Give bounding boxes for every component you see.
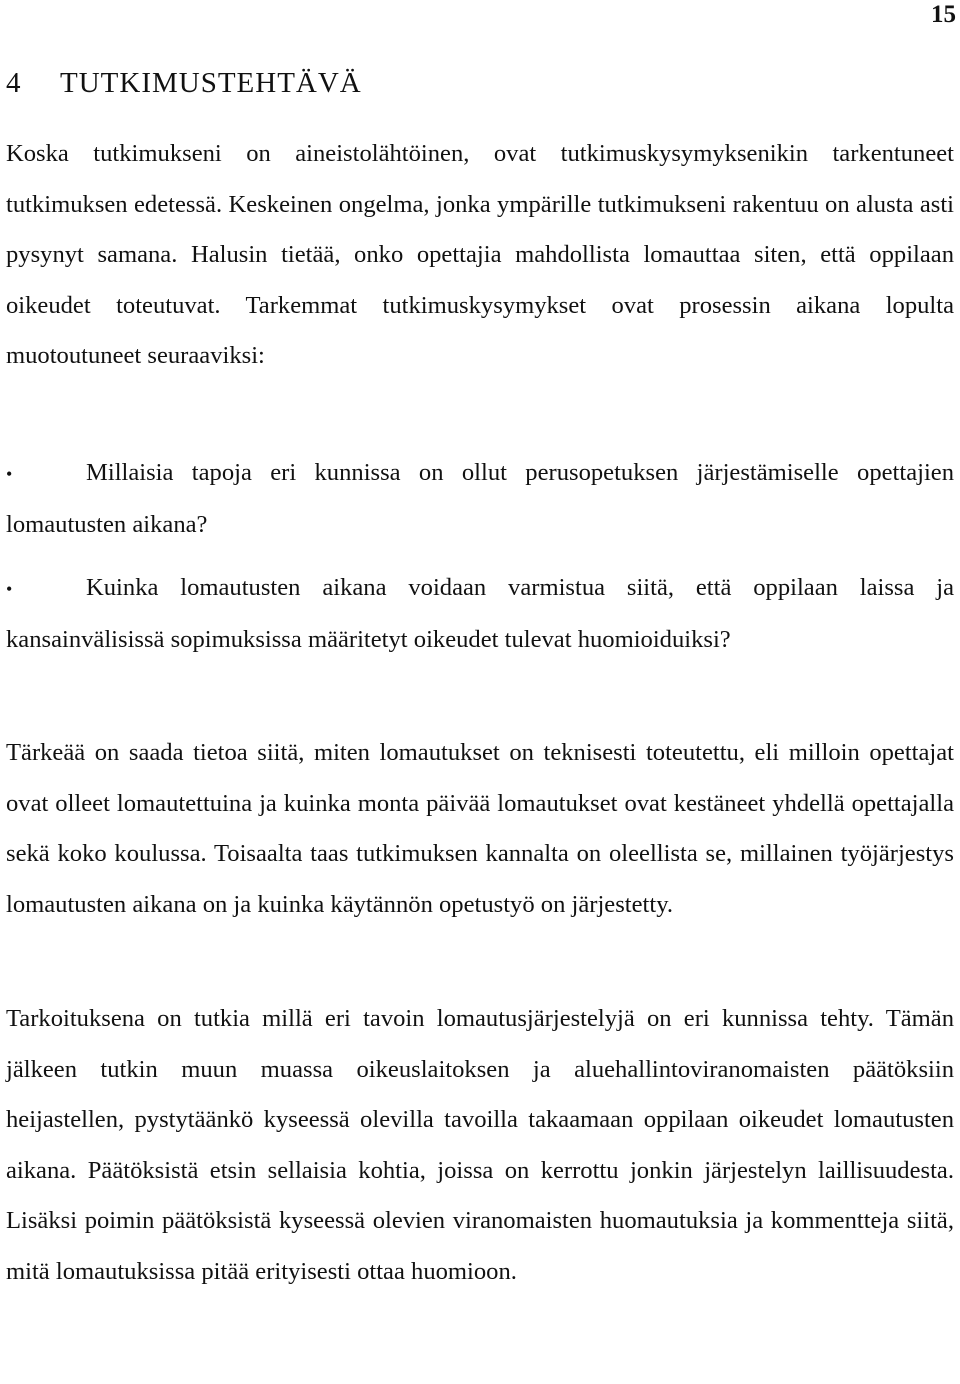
research-question-2 (6, 563, 954, 665)
research-question-text: Millaisia tapoja eri kunnissa on ollut perusopetuksen järjestämiselle opettajien lomautusten aikana? (6, 459, 954, 538)
bullet-icon: • (6, 579, 13, 599)
research-question-text: Kuinka lomautusten aikana voidaan varmistua siitä, että oppilaan laissa ja kansainvälisissä sopimuksissa määritetyt oikeudet tulevat huomioiduiksi? (6, 574, 954, 653)
research-question-1 (6, 448, 954, 550)
section-title: TUTKIMUSTEHTÄVÄ (60, 67, 362, 99)
bullet-icon: • (6, 464, 13, 484)
section-number: 4 (6, 67, 22, 99)
body-paragraph: Tarkoituksena on tutkia millä eri tavoin lomautusjärjestelyjä on eri kunnissa tehty. Tämän jälkeen tutkin muun muassa oikeuslaitoksen ja aluehallintoviranomaisten päätöksiin heijastellen, pystytäänkö kyseessä olevilla tavoilla takaamaan oppilaan oikeudet lomautusten aikana. Päätöksistä etsin sellaisia kohtia, joissa on kerrottu jonkin järjestelyn laillisuudesta. Lisäksi poimin päätöksistä kyseessä olevien viranomaisten huomautuksia ja kommentteja siitä, mitä lomautuksissa pitää erityisesti ottaa huomioon. (6, 1005, 954, 1285)
intro-paragraph: Koska tutkimukseni on aineistolähtöinen, ovat tutkimuskysymyksenikin tarkentuneet tutkimuksen edetessä. Keskeinen ongelma, jonka ympärille tutkimukseni rakentuu on alusta asti pysynyt samana. Halusin tietää, onko opettajia mahdollista lomauttaa siten, että oppilaan oikeudet toteutuvat. Tarkemmat tutkimuskysymykset ovat prosessin aikana lopulta muotoutuneet seuraaviksi: (6, 140, 954, 370)
section-heading (6, 63, 362, 103)
body-paragraph: Tärkeää on saada tietoa siitä, miten lomautukset on teknisesti toteutettu, eli milloin opettajat ovat olleet lomautettuina ja kuinka monta päivää lomautukset ovat kestäneet yhdellä opettajalla sekä koko koulussa. Toisaalta taas tutkimuksen kannalta on oleellista se, millainen työjärjestys lomautusten aikana on ja kuinka käytännön opetustyö on järjestetty. (6, 739, 954, 918)
page-number: 15 (931, 1, 956, 28)
